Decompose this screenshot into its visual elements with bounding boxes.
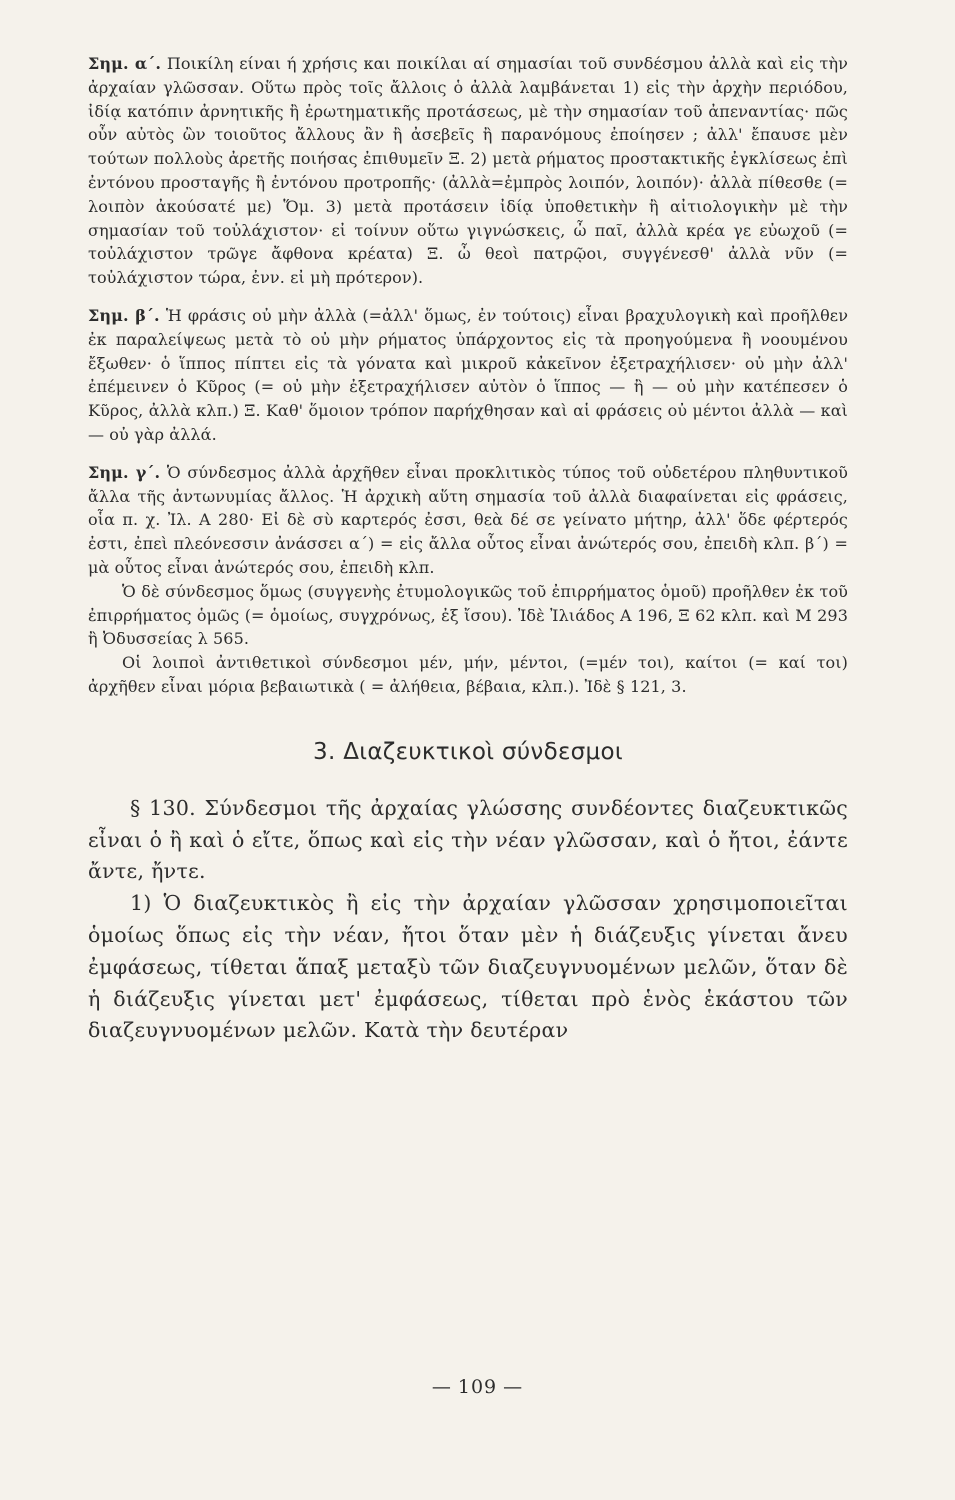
section-heading: 3. Διαζευκτικοὶ σύνδεσμοι [313, 738, 623, 765]
note-text: Ὁ δὲ σύνδεσμος ὅμως (συγγενὴς ἐτυμολογικῶς τοῦ ἐπιρρήματος ὁμοῦ) προῆλθεν ἐκ τοῦ ἐπιρρήματος ὁμῶς (= ὁμοίως, συγχρόνως, ἐξ ἴσου). Ἰδὲ Ἰλιάδος Α 196, Ξ 62 κλπ. καὶ Μ 293 ἢ Ὀδυσσείας λ 565. [88, 581, 848, 649]
note-gamma [88, 461, 848, 580]
page-body [88, 52, 848, 1047]
notes-section [88, 52, 848, 699]
page-number: — 109 — [431, 1376, 524, 1398]
note-text: Οἱ λοιποὶ ἀντιθετικοὶ σύνδεσμοι μέν, μήν, μέντοι, (=μέν τοι), καίτοι (= καί τοι) ἀρχῆθεν εἶναι μόρια βεβαιωτικὰ ( = ἀλήθεια, βέβαια, κλπ.). Ἰδὲ § 121, 3. [88, 653, 848, 696]
main-section [88, 793, 848, 1047]
note-text: Ὁ σύνδεσμος ἀλλὰ ἀρχῆθεν εἶναι προκλιτικὸς τύπος τοῦ οὐδετέρου πληθυντικοῦ ἄλλα τῆς ἀντωνυμίας ἄλλος. Ἡ ἀρχικὴ αὕτη σημασία τοῦ ἀλλὰ διαφαίνεται εἰς φράσεις, οἷα π. χ. Ἰλ. Α 280· Εἰ δὲ σὺ καρτερός ἐσσι, θεὰ δέ σε γείνατο μήτηρ, ἀλλ' ὅδε φέρτερός ἐστι, ἐπεὶ πλεόνεσσιν ἀνάσσει α΄) = εἰς ἄλλα οὗτος εἶναι ἀνώτερός σου, ἐπειδὴ κλπ. β΄) = μὰ οὗτος εἶναι ἀνώτερός σου, ἐπειδὴ κλπ. [88, 462, 848, 577]
note-paragraph [88, 580, 848, 651]
note-alpha [88, 52, 848, 290]
note-text: Ἡ φράσις οὐ μὴν ἀλλὰ (=ἀλλ' ὅμως, ἐν τούτοις) εἶναι βραχυλογικὴ καὶ προῆλθεν ἐκ παραλείψεως μετὰ τὸ οὐ μὴν ρήματος ὑπάρχοντος εἰς τὰ προηγούμενα ἢ νοουμένου ἔξωθεν· ὁ ἵππος πίπτει εἰς τὰ γόνατα καὶ μικροῦ κἀκεῖνον ἐξετραχήλισεν· οὐ μὴν ἀλλ' ἐπέμεινεν ὁ Κῦρος (= οὐ μὴν ἐξετραχήλισεν αὐτὸν ὁ ἵππος — ἢ — οὐ μὴν κατέπεσεν ὁ Κῦρος, ἀλλὰ κλπ.) Ξ. Καθ' ὅμοιον τρόπον παρήχθησαν καὶ αἱ φράσεις οὐ μέντοι ἀλλὰ — καὶ — οὐ γὰρ ἀλλά. [88, 305, 849, 444]
note-text: Ποικίλη είναι ή χρήσις και ποικίλαι αί σημασίαι τοῦ συνδέσμου ἀλλὰ καὶ εἰς τὴν ἀρχαίαν γλῶσσαν. Οὕτω πρὸς τοῖς ἄλλοις ὁ ἀλλὰ λαμβάνεται 1) εἰς τὴν ἀρχὴν περιόδου, ἰδίᾳ κατόπιν ἀρνητικῆς ἢ ἐρωτηματικῆς προτάσεως, μὲ τὴν σημασίαν τοῦ ἀπεναντίας· πῶς οὖν αὐτὸς ὢν τοιοῦτος ἄλλους ἂν ἢ ἀσεβεῖς ἢ παρανόμους ἐποίησεν ; ἀλλ' ἔπαυσε μὲν τούτων πολλοὺς ἀρετῆς ποιήσας ἐπιθυμεῖν Ξ. 2) μετὰ ρήματος προστακτικῆς ἐγκλίσεως ἐπὶ ἐντόνου προσταγῆς ἢ ἐντόνου προτροπῆς· (ἀλλὰ=ἐμπρὸς λοιπόν, λοιπόν)· ἀλλὰ πίθεσθε (= λοιπὸν ἀκούσατέ με) Ὅμ. 3) μετὰ προτάσειν ἰδίᾳ ὑποθετικὴν ἢ αἰτιολογικὴν μὲ τὴν σημασίαν τοῦ τοὐλάχιστον· εἰ τοίνυν οὕτω γιγνώσκεις, ὦ παῖ, ἀλλὰ κρέα γε εὐωχοῦ (= τοὐλάχιστον τρῶγε ἄφθονα κρέατα) Ξ. ὦ θεοὶ πατρῷοι, συγγένεσθ' ἀλλὰ νῦν (= τοὐλάχιστον τώρα, ἐνν. εἰ μὴ πρότερον). [88, 54, 848, 288]
note-beta [88, 304, 848, 447]
note-label: Σημ. β΄. [88, 305, 160, 325]
note-paragraph [88, 651, 848, 699]
section-paragraph: § 130. Σύνδεσμοι τῆς ἀρχαίας γλώσσης συνδέοντες διαζευκτικῶς εἶναι ὁ ἢ καὶ ὁ εἴτε, ὅπως καὶ εἰς τὴν νέαν γλῶσσαν, καὶ ὁ ἤτοι, ἐάντε ἄντε, ἤντε. [88, 795, 848, 884]
page-number-value: 109 [457, 1376, 498, 1398]
section-paragraph: 1) Ὁ διαζευκτικὸς ἢ εἰς τὴν ἀρχαίαν γλῶσσαν χρησιμοποιεῖται ὁμοίως ὅπως εἰς τὴν νέαν, ἤτοι ὅταν μὲν ἡ διάζευξις γίνεται ἄνευ ἐμφάσεως, τίθεται ἅπαξ μεταξὺ τῶν διαζευγνυομένων μελῶν, ὅταν δὲ ἡ διάζευξις γίνεται μετ' ἐμφάσεως, τίθεται πρὸ ἑνὸς ἑκάστου τῶν διαζευγνυομένων μελῶν. Κατὰ τὴν δευτέραν [88, 891, 848, 1043]
note-label: Σημ. γ΄. [88, 462, 161, 482]
note-label: Σημ. α΄. [88, 54, 162, 73]
